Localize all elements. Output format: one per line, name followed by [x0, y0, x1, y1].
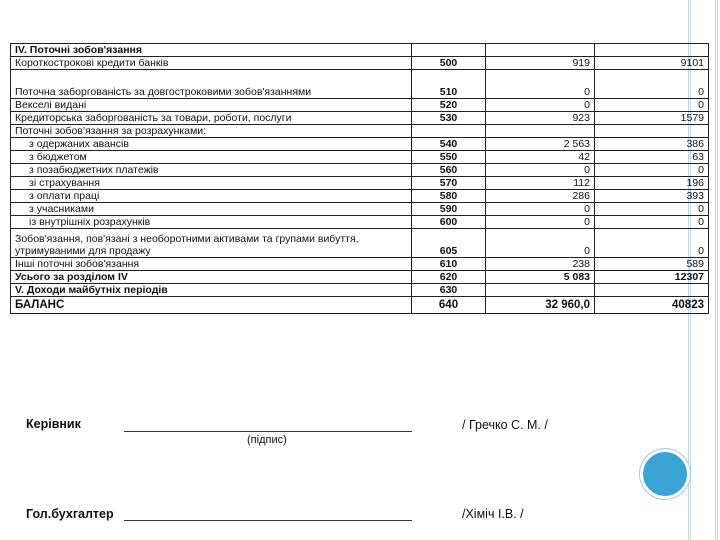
table-row [11, 70, 709, 99]
accountant-name: /Хіміч І.В. / [462, 507, 524, 521]
row-value-start: 112 [486, 177, 595, 190]
row-code: 620 [412, 271, 486, 284]
accountant-label: Гол.бухгалтер [26, 507, 114, 521]
row-value-start: 0 [486, 99, 595, 112]
row-code: 630 [412, 284, 486, 297]
table-row [11, 177, 709, 190]
row-value-end: 0 [595, 99, 709, 112]
row-code: 610 [412, 258, 486, 271]
row-code: 590 [412, 203, 486, 216]
row-label: Короткострокові кредити банків [11, 57, 412, 70]
signature-caption: (підпис) [247, 434, 287, 446]
row-value-start: 32 960,0 [486, 297, 595, 314]
row-value-start: 2 563 [486, 138, 595, 151]
row-value-end: 386 [595, 138, 709, 151]
row-code: 640 [412, 297, 486, 314]
row-label: з одержаних авансів [11, 138, 412, 151]
table-row [11, 284, 709, 297]
row-value-end: 0 [595, 216, 709, 229]
row-value-start: 238 [486, 258, 595, 271]
table-row [11, 297, 709, 314]
row-value-end: 589 [595, 258, 709, 271]
row-value-end: 12307 [595, 271, 709, 284]
table-row [11, 164, 709, 177]
row-label: Кредиторська заборгованість за товари, роботи, послуги [11, 112, 412, 125]
table-row [11, 112, 709, 125]
row-label: Зобов'язання, пов'язані з необоротними активами та групами вибуття, утримуваними для продажу [11, 229, 412, 258]
table-row [11, 125, 709, 138]
row-value-start: 919 [486, 57, 595, 70]
row-code: 560 [412, 164, 486, 177]
row-value-end: 40823 [595, 297, 709, 314]
director-label: Керівник [26, 417, 81, 431]
table-row [11, 190, 709, 203]
row-code: 580 [412, 190, 486, 203]
table-row [11, 271, 709, 284]
row-value-start: 0 [486, 216, 595, 229]
row-value-end: 0 [595, 164, 709, 177]
row-label: з учасниками [11, 203, 412, 216]
row-value-start: 5 083 [486, 271, 595, 284]
row-value-start [486, 284, 595, 297]
row-value-start: 42 [486, 151, 595, 164]
row-code: 550 [412, 151, 486, 164]
row-code: 500 [412, 57, 486, 70]
row-code: 600 [412, 216, 486, 229]
table-row [11, 44, 709, 57]
row-label: Усього за розділом IV [11, 271, 412, 284]
row-value-end [595, 284, 709, 297]
row-value-end: 0 [595, 70, 709, 99]
row-value-start: 0 [486, 164, 595, 177]
row-label: Векселі видані [11, 99, 412, 112]
row-value-start: 923 [486, 112, 595, 125]
director-signature-line [124, 431, 412, 432]
row-code [412, 44, 486, 57]
row-value-end [595, 44, 709, 57]
table-row [11, 258, 709, 271]
table-row [11, 229, 709, 258]
row-value-start: 0 [486, 70, 595, 99]
row-value-start: 286 [486, 190, 595, 203]
row-label: БАЛАНС [11, 297, 412, 314]
row-value-start [486, 44, 595, 57]
decorative-circle [640, 449, 690, 499]
row-label: зі страхування [11, 177, 412, 190]
row-value-end: 393 [595, 190, 709, 203]
table-row [11, 216, 709, 229]
table-row [11, 57, 709, 70]
row-label: з позабюджетних платежів [11, 164, 412, 177]
table-row [11, 203, 709, 216]
row-code: 605 [412, 229, 486, 258]
balance-table [10, 43, 709, 314]
row-value-end: 9101 [595, 57, 709, 70]
row-label: Поточні зобов'язання за розрахунками: [11, 125, 412, 138]
row-value-start: 0 [486, 229, 595, 258]
row-code: 570 [412, 177, 486, 190]
table-row [11, 99, 709, 112]
row-value-start [486, 125, 595, 138]
row-label: з оплати праці [11, 190, 412, 203]
row-label: із внутрішніх розрахунків [11, 216, 412, 229]
row-code: 510 [412, 70, 486, 99]
row-value-end: 1579 [595, 112, 709, 125]
row-value-end [595, 125, 709, 138]
row-label: IV. Поточні зобов'язання [11, 44, 412, 57]
row-value-end: 196 [595, 177, 709, 190]
row-code: 530 [412, 112, 486, 125]
row-value-end: 0 [595, 203, 709, 216]
row-code: 520 [412, 99, 486, 112]
row-label: Поточна заборгованість за довгостроковими зобов'язаннями [11, 70, 412, 99]
row-label: V. Доходи майбутніх періодів [11, 284, 412, 297]
director-name: / Гречко С. М. / [462, 418, 548, 432]
row-code [412, 125, 486, 138]
row-code: 540 [412, 138, 486, 151]
row-value-end: 63 [595, 151, 709, 164]
table-row [11, 151, 709, 164]
row-value-start: 0 [486, 203, 595, 216]
row-value-end: 0 [595, 229, 709, 258]
table-row [11, 138, 709, 151]
row-label: з бюджетом [11, 151, 412, 164]
accountant-signature-line [124, 520, 412, 521]
row-label: Інші поточні зобов'язання [11, 258, 412, 271]
